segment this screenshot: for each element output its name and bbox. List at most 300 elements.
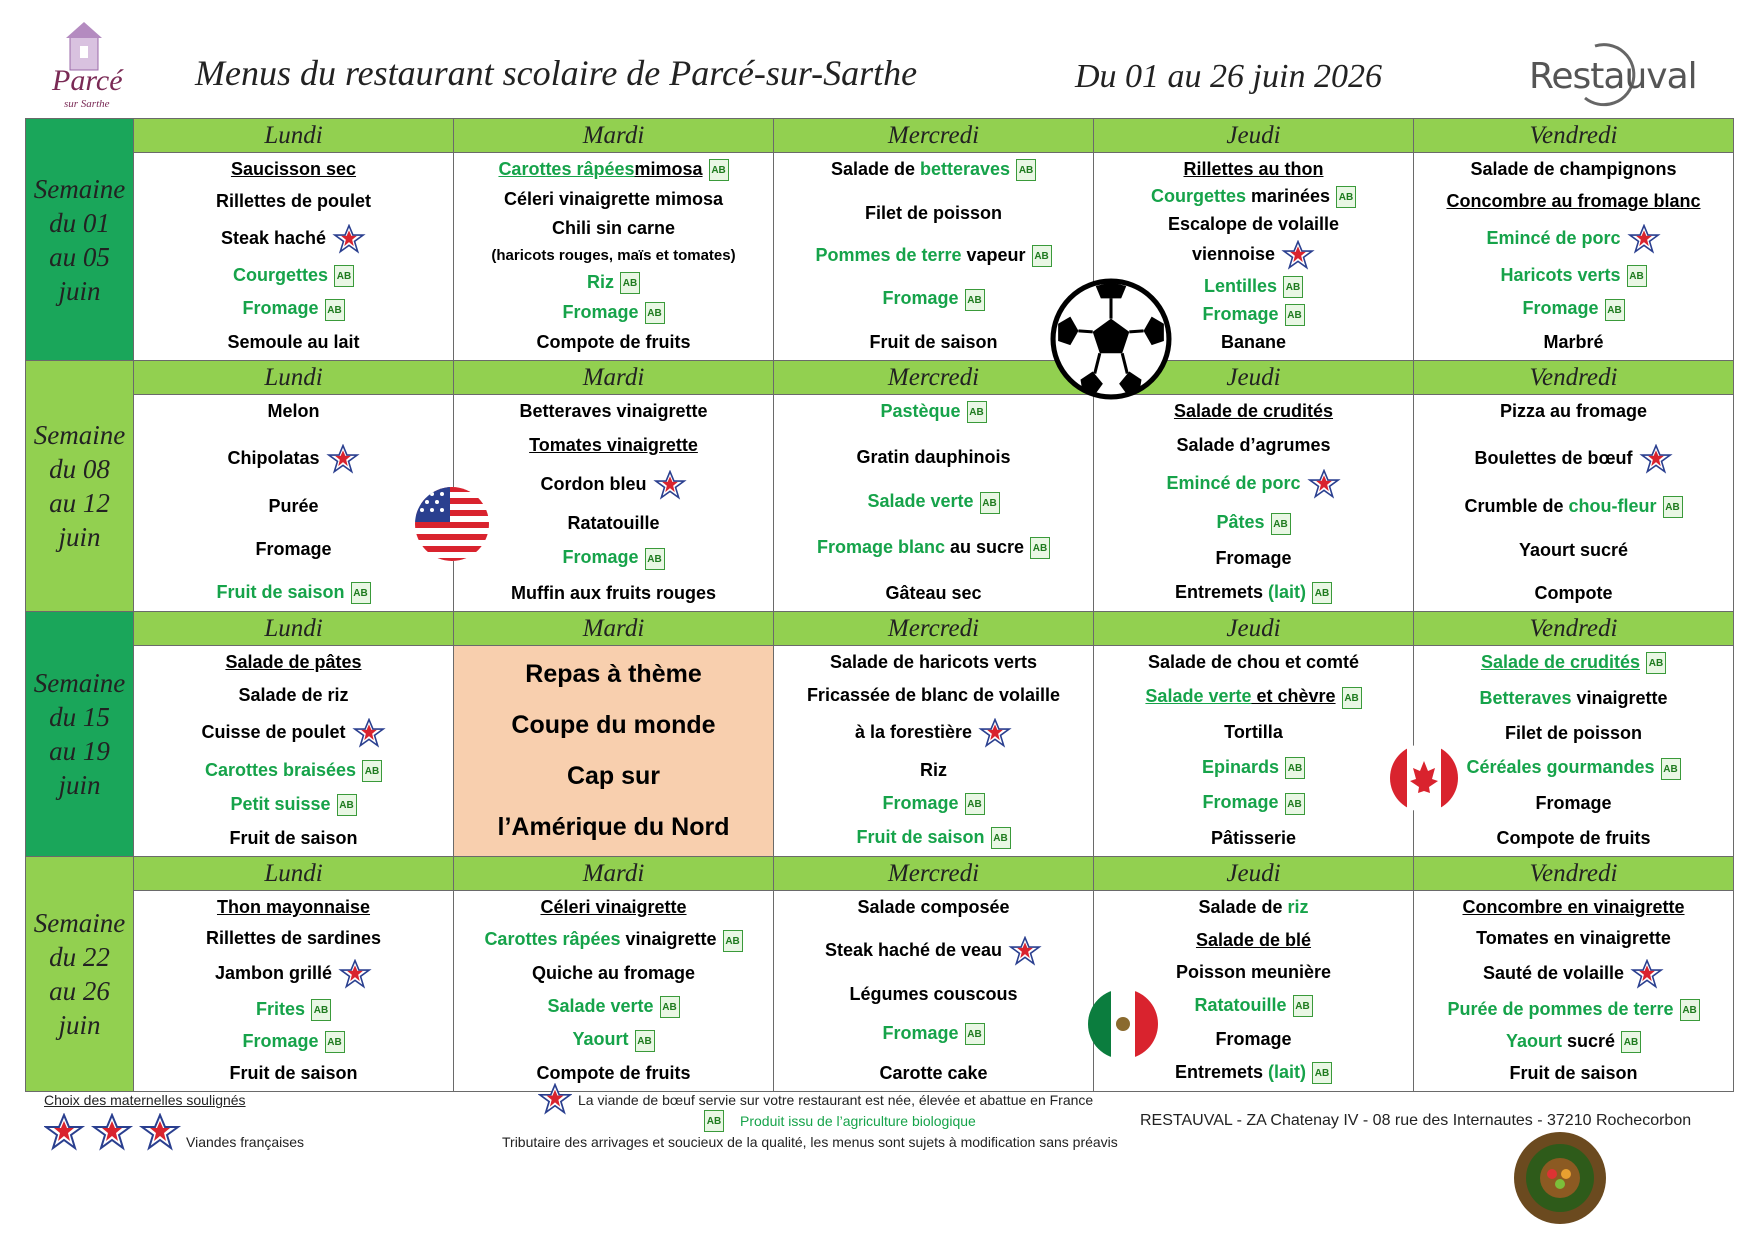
usa-flag-icon bbox=[414, 486, 490, 562]
menu-item bbox=[536, 1063, 690, 1084]
menu-item-text: Carottes râpées bbox=[484, 929, 621, 950]
viande-francaise-star-icon bbox=[653, 470, 687, 500]
bio-logo-icon: AB bbox=[965, 793, 985, 815]
menu-item-text: Compote bbox=[1534, 583, 1613, 603]
menu-item-text: Céréales gourmandes bbox=[1466, 757, 1655, 778]
menu-item-text: Chili sin carne bbox=[551, 218, 676, 238]
menu-item bbox=[879, 1063, 987, 1084]
menu-item-text: Salade verte bbox=[547, 995, 654, 1016]
menu-cell bbox=[454, 153, 774, 361]
menu-item-text: Pizza au fromage bbox=[1499, 401, 1648, 421]
menu-item-text: Compote de fruits bbox=[536, 332, 691, 352]
bio-logo-icon: AB bbox=[645, 302, 665, 324]
bio-logo-icon: AB bbox=[1285, 304, 1305, 326]
mexico-flag-icon bbox=[1087, 988, 1159, 1060]
menu-item bbox=[587, 272, 640, 294]
week-label-line: du 22 bbox=[49, 942, 110, 972]
menu-item-text: Cordon bleu bbox=[540, 473, 647, 494]
bio-logo-icon: AB bbox=[709, 159, 729, 181]
menu-item bbox=[504, 189, 723, 210]
menu-item-text: Ratatouille bbox=[1194, 995, 1287, 1016]
menu-item bbox=[225, 652, 361, 673]
viande-francaise-star-icon bbox=[1307, 469, 1341, 499]
menu-item-text: Céleri vinaigrette mimosa bbox=[503, 189, 724, 210]
menu-item bbox=[567, 513, 659, 534]
menu-item-text: au sucre bbox=[944, 537, 1025, 558]
menu-item bbox=[1221, 332, 1286, 353]
menu-item bbox=[1202, 792, 1304, 814]
menu-cell bbox=[774, 153, 1094, 361]
menu-cell bbox=[1094, 646, 1414, 857]
viande-francaise-star-icon bbox=[332, 224, 366, 254]
menu-item bbox=[1215, 1029, 1291, 1050]
menu-item-text: Boulettes de bœuf bbox=[1474, 447, 1633, 468]
menu-item-text: Repas à thème bbox=[525, 660, 702, 688]
parce-logo bbox=[40, 22, 130, 112]
menu-item-text: à la forestière bbox=[854, 721, 973, 742]
viandes-francaises-label: Viandes françaises bbox=[186, 1134, 305, 1150]
menu-item bbox=[1476, 928, 1671, 949]
menu-item bbox=[529, 435, 698, 456]
week-label-line: au 05 bbox=[49, 241, 110, 272]
menu-cell bbox=[454, 395, 774, 612]
bio-logo-icon: AB bbox=[1605, 299, 1625, 321]
menu-item-text: Rillettes au thon bbox=[1183, 159, 1324, 179]
menu-item-text: Crumble de bbox=[1464, 495, 1569, 516]
menu-item-text: Cap sur bbox=[566, 762, 661, 790]
menu-item bbox=[885, 583, 981, 604]
menu-item-text: Yaourt bbox=[1505, 1030, 1562, 1051]
menu-item-text: Cuisse de poulet bbox=[201, 721, 346, 742]
week-label-line: Semaine bbox=[33, 173, 126, 204]
menu-cell bbox=[134, 891, 454, 1092]
menu-cell bbox=[134, 153, 454, 361]
bio-logo-icon: AB bbox=[325, 1031, 345, 1053]
menu-item bbox=[1479, 688, 1667, 709]
week-label-line: Semaine bbox=[33, 908, 126, 938]
menu-item-text: Salade verte bbox=[867, 491, 974, 512]
menu-item bbox=[216, 191, 371, 212]
menu-item bbox=[1202, 757, 1305, 779]
week-label-line: juin bbox=[58, 1010, 101, 1040]
week-label bbox=[26, 119, 134, 361]
menu-item-text: sucré bbox=[1561, 1030, 1616, 1051]
bio-logo-icon: AB bbox=[1621, 1031, 1641, 1053]
menu-item-text: Riz bbox=[587, 271, 614, 292]
menu-item bbox=[1475, 444, 1673, 474]
menu-item bbox=[1509, 1063, 1637, 1084]
bio-logo-icon: AB bbox=[1312, 1062, 1332, 1084]
menu-item bbox=[1176, 435, 1330, 456]
menu-item bbox=[856, 447, 1010, 468]
week-label-line: Semaine bbox=[33, 668, 126, 698]
menu-item bbox=[498, 159, 728, 181]
menu-item-text: Escalope de volaille bbox=[1167, 213, 1340, 234]
menu-item-text: chou-fleur bbox=[1568, 495, 1657, 516]
viande-francaise-star-icon bbox=[326, 444, 360, 474]
menu-item-text: Fruit de saison bbox=[216, 581, 345, 602]
menu-item-text: Fromage bbox=[255, 538, 332, 559]
day-header: Lundi bbox=[134, 361, 454, 395]
maternelles-note: Choix des maternelles soulignés bbox=[44, 1092, 246, 1108]
menu-item-text: Entremets bbox=[1174, 1061, 1269, 1082]
bio-logo-icon: AB bbox=[337, 794, 357, 816]
viande-francaise-star-icon bbox=[1281, 240, 1315, 270]
menu-item bbox=[1168, 214, 1339, 235]
menu-item-text: Fromage bbox=[562, 301, 639, 322]
menu-item bbox=[201, 718, 385, 748]
menu-item-text: Fromage bbox=[562, 547, 639, 568]
menu-item-text: Salade de blé bbox=[1195, 929, 1312, 950]
week-label bbox=[26, 361, 134, 612]
day-header: Jeudi bbox=[1094, 857, 1414, 891]
menu-item bbox=[229, 1063, 357, 1084]
menu-item bbox=[215, 959, 372, 989]
menu-item-text: Jambon grillé bbox=[214, 962, 333, 983]
menu-item-text: Haricots verts bbox=[1500, 264, 1621, 285]
menu-item bbox=[856, 827, 1010, 849]
restauval-logo bbox=[1525, 38, 1697, 118]
menu-item-text: Chipolatas bbox=[227, 447, 320, 468]
menu-cell bbox=[1094, 395, 1414, 612]
menu-item bbox=[221, 224, 366, 254]
menu-item-text: (haricots rouges, maïs et tomates) bbox=[491, 246, 736, 264]
bio-logo-icon: AB bbox=[1336, 186, 1356, 208]
bio-logo-icon: AB bbox=[965, 1023, 985, 1045]
restauval-logo-word: Restauval bbox=[1529, 56, 1697, 97]
bio-logo-icon: AB bbox=[311, 999, 331, 1021]
viande-volaille-star-icon bbox=[142, 1115, 178, 1148]
bio-logo-icon: AB bbox=[1271, 513, 1291, 535]
menu-item-text: Purée de pommes de terre bbox=[1447, 998, 1674, 1019]
bio-logo-icon: AB bbox=[351, 582, 371, 604]
menu-item-text: Salade de crudités bbox=[1173, 401, 1334, 421]
menu-item-text: Salade de crudités bbox=[1480, 652, 1641, 672]
day-header: Mercredi bbox=[774, 857, 1094, 891]
menu-item bbox=[1183, 159, 1323, 180]
menu-item bbox=[242, 1031, 344, 1053]
menu-item-text: vinaigrette bbox=[1571, 687, 1668, 708]
bio-logo-icon: AB bbox=[1285, 757, 1305, 779]
day-header: Mardi bbox=[454, 119, 774, 153]
menu-item-text: Betteraves bbox=[1479, 687, 1572, 708]
menu-item bbox=[552, 218, 675, 239]
menu-item-text: Fricassée de blanc de volaille bbox=[806, 684, 1061, 705]
menu-item-text: Rillettes de poulet bbox=[215, 191, 372, 212]
menu-item-text: vinaigrette bbox=[620, 929, 717, 950]
day-header: Mardi bbox=[454, 612, 774, 646]
week-label-line: juin bbox=[58, 275, 101, 306]
menu-item-text: Emincé de porc bbox=[1486, 227, 1621, 248]
menu-item bbox=[484, 929, 742, 951]
menu-grid bbox=[25, 118, 1734, 1092]
menu-item bbox=[242, 298, 344, 320]
menu-item-text: Gâteau sec bbox=[885, 583, 982, 603]
day-header: Mardi bbox=[454, 361, 774, 395]
menu-item bbox=[541, 470, 687, 500]
menu-item bbox=[572, 1029, 654, 1051]
menu-item-text: et chèvre bbox=[1251, 686, 1336, 707]
menu-item bbox=[1466, 757, 1680, 779]
day-header: Lundi bbox=[134, 857, 454, 891]
menu-item-text: Coupe du monde bbox=[511, 711, 716, 739]
menu-item bbox=[567, 754, 660, 798]
menu-item-text: Salade verte bbox=[1145, 686, 1252, 707]
parce-logo-word: Parcé bbox=[52, 64, 123, 97]
menu-item-text: Courgettes bbox=[1150, 185, 1246, 206]
menu-item bbox=[1216, 512, 1290, 534]
menu-item bbox=[815, 245, 1051, 267]
menu-item-text: Filet de poisson bbox=[864, 202, 1002, 223]
bio-logo-icon: AB bbox=[1312, 582, 1332, 604]
menu-item bbox=[227, 444, 359, 474]
menu-item bbox=[547, 996, 679, 1018]
menu-item bbox=[1505, 723, 1642, 744]
theme-cell bbox=[454, 646, 774, 857]
menu-item bbox=[867, 491, 999, 513]
menu-item bbox=[1483, 959, 1664, 989]
menu-item-text: Concombre au fromage blanc bbox=[1446, 191, 1701, 212]
bio-logo-icon: AB bbox=[635, 1030, 655, 1052]
menu-cell bbox=[1414, 891, 1734, 1092]
day-header: Jeudi bbox=[1094, 612, 1414, 646]
menu-item-text: Entremets bbox=[1174, 581, 1269, 602]
menu-item bbox=[1224, 722, 1283, 743]
menu-item bbox=[807, 685, 1060, 706]
menu-item-text: Pommes de terre bbox=[815, 244, 962, 265]
menu-item-text: Salade de chou et comté bbox=[1147, 652, 1360, 672]
menu-item bbox=[268, 401, 320, 422]
viande-francaise-star-icon bbox=[1630, 959, 1664, 989]
menu-item-text: vapeur bbox=[961, 244, 1026, 265]
bio-logo-icon: AB bbox=[334, 265, 354, 287]
menu-item bbox=[882, 1023, 984, 1045]
menu-item-text: Semoule au lait bbox=[227, 331, 360, 352]
menu-item-text: Fromage bbox=[1535, 793, 1612, 814]
menu-item-text: Betteraves vinaigrette bbox=[519, 401, 708, 421]
menu-item bbox=[1211, 828, 1296, 849]
bio-logo-icon: AB bbox=[1646, 652, 1666, 674]
menu-item-text: Fruit de saison bbox=[1509, 1062, 1638, 1083]
week-label-line: juin bbox=[58, 770, 101, 800]
menu-item-text: Tomates vinaigrette bbox=[529, 435, 698, 456]
viande-francaise-star-icon bbox=[352, 718, 386, 748]
menu-item-text: riz bbox=[1287, 897, 1309, 917]
menu-item-text: Epinards bbox=[1201, 756, 1280, 777]
menu-cell bbox=[1414, 395, 1734, 612]
menu-item-text: Fromage bbox=[882, 288, 959, 309]
page-title: Menus du restaurant scolaire de Parcé-sur-Sarthe bbox=[195, 53, 918, 93]
viandes-francaises-logos bbox=[44, 1113, 184, 1153]
menu-item-text: Marbré bbox=[1543, 331, 1604, 352]
menu-item bbox=[1174, 401, 1333, 422]
menu-item bbox=[882, 288, 984, 310]
bio-logo-icon: AB bbox=[980, 492, 1000, 514]
bio-logo-icon: AB bbox=[967, 401, 987, 423]
week-label bbox=[26, 857, 134, 1092]
menu-item bbox=[1506, 1031, 1641, 1053]
menu-item-text: Tortilla bbox=[1224, 722, 1283, 743]
qualite-proximite-seal-icon bbox=[1512, 1130, 1608, 1226]
menu-cell bbox=[774, 646, 1094, 857]
menu-item-text: Riz bbox=[920, 759, 947, 780]
menu-item bbox=[491, 247, 735, 264]
menu-item bbox=[849, 984, 1017, 1005]
menu-item-text: Emincé de porc bbox=[1166, 472, 1301, 493]
menu-item-text: l’Amérique du Nord bbox=[497, 813, 730, 841]
menu-item-text: Poisson meunière bbox=[1175, 962, 1332, 983]
menu-item-text: Steak haché bbox=[220, 227, 327, 248]
menu-item-text: Thon mayonnaise bbox=[216, 897, 371, 917]
menu-item bbox=[1166, 469, 1340, 499]
menu-item-text: Petit suisse bbox=[230, 793, 331, 814]
menu-item-text: Yaourt bbox=[572, 1029, 629, 1050]
day-header: Vendredi bbox=[1414, 361, 1734, 395]
bio-logo-icon: AB bbox=[1680, 999, 1700, 1021]
menu-item-text: Légumes couscous bbox=[849, 983, 1018, 1004]
day-header: Lundi bbox=[134, 612, 454, 646]
menu-item-text: mimosa bbox=[634, 159, 703, 179]
menu-item-text: Fromage bbox=[242, 298, 319, 319]
menu-item bbox=[231, 159, 356, 180]
menu-item-text: Fruit de saison bbox=[229, 827, 358, 848]
viande-francaise-star-icon bbox=[978, 718, 1012, 748]
menu-item bbox=[536, 332, 690, 353]
bio-logo-icon: AB bbox=[965, 289, 985, 311]
menu-item-text: Yaourt sucré bbox=[1518, 540, 1629, 561]
day-header: Mercredi bbox=[774, 612, 1094, 646]
menu-item bbox=[1535, 583, 1613, 604]
bio-logo-icon: AB bbox=[1016, 159, 1036, 181]
bio-logo-icon: AB bbox=[1032, 245, 1052, 267]
menu-item-text: (lait) bbox=[1268, 1061, 1307, 1082]
menu-item bbox=[1543, 332, 1603, 353]
viande-francaise-star-icon bbox=[1639, 444, 1673, 474]
menu-item-text: viennoise bbox=[1191, 244, 1276, 265]
menu-item bbox=[825, 936, 1042, 966]
menu-item-text: betteraves bbox=[919, 159, 1011, 179]
week-label-line: au 19 bbox=[49, 736, 110, 766]
menu-item-text: Fromage bbox=[242, 1030, 319, 1051]
menu-item bbox=[1535, 793, 1611, 814]
menu-item-text: Pastèque bbox=[880, 401, 961, 421]
menu-item-text: Melon bbox=[267, 401, 320, 421]
menu-item bbox=[1486, 224, 1660, 254]
day-header: Jeudi bbox=[1094, 361, 1414, 395]
bio-logo-icon: AB bbox=[620, 272, 640, 294]
menu-item bbox=[1519, 540, 1628, 561]
menu-cell bbox=[1414, 646, 1734, 857]
menu-item-text: Sauté de volaille bbox=[1482, 962, 1625, 983]
menu-item-text: Purée bbox=[268, 495, 319, 516]
menu-item bbox=[1446, 191, 1700, 212]
menu-cell bbox=[774, 891, 1094, 1092]
canada-flag-icon bbox=[1389, 743, 1459, 813]
menu-item bbox=[562, 547, 664, 569]
menu-item-text: Salade composée bbox=[857, 897, 1010, 917]
day-header: Vendredi bbox=[1414, 612, 1734, 646]
menu-item bbox=[830, 652, 1037, 673]
viande-francaise-star-icon bbox=[1627, 224, 1661, 254]
day-header: Vendredi bbox=[1414, 857, 1734, 891]
bio-logo-icon: AB bbox=[660, 996, 680, 1018]
menu-item bbox=[1192, 240, 1315, 270]
menu-item bbox=[1447, 999, 1699, 1021]
menu-item-text: Salade de champignons bbox=[1470, 159, 1677, 179]
menu-item-text: Salade de bbox=[1198, 897, 1288, 917]
menu-item-text: Lentilles bbox=[1203, 276, 1278, 297]
week-label-line: du 01 bbox=[49, 207, 110, 238]
menu-item-text: Frites bbox=[255, 998, 306, 1019]
menu-item-text: Banane bbox=[1220, 331, 1287, 352]
menu-item bbox=[256, 999, 331, 1021]
bio-logo-icon: AB bbox=[1285, 793, 1305, 815]
menu-item bbox=[217, 897, 370, 918]
bio-logo-icon: AB bbox=[723, 930, 743, 952]
menu-item-text: marinées bbox=[1245, 185, 1331, 206]
menu-item bbox=[525, 652, 701, 696]
bio-logo-icon: AB bbox=[1342, 687, 1362, 709]
restauval-address: RESTAUVAL - ZA Chatenay IV - 08 rue des Internautes - 37210 Rochecorbon bbox=[1140, 1112, 1692, 1129]
menu-item-text: Fromage blanc bbox=[816, 537, 945, 558]
menu-item-text: Fromage bbox=[1522, 298, 1599, 319]
menu-cell bbox=[774, 395, 1094, 612]
menu-item-text: Fromage bbox=[1215, 1029, 1292, 1049]
day-header: Mercredi bbox=[774, 119, 1094, 153]
menu-item bbox=[1462, 897, 1684, 918]
menu-item-text: Compote de fruits bbox=[1496, 827, 1651, 848]
menu-item bbox=[511, 703, 715, 747]
menu-item bbox=[511, 583, 716, 604]
menu-item bbox=[1470, 159, 1676, 180]
menu-item-text: Rillettes de sardines bbox=[205, 927, 382, 948]
menu-item bbox=[1215, 548, 1291, 569]
menu-item-text: Salade de bbox=[830, 159, 920, 179]
menu-item bbox=[1204, 276, 1303, 298]
menu-item bbox=[498, 805, 730, 849]
bio-logo-icon: AB bbox=[1283, 276, 1303, 298]
menu-item bbox=[233, 265, 354, 287]
menu-item bbox=[255, 539, 331, 560]
viande-porc-star-icon bbox=[94, 1115, 130, 1148]
week-label-line: au 12 bbox=[49, 488, 110, 518]
week-label-line: au 26 bbox=[49, 976, 110, 1006]
menu-item-text: Fruit de saison bbox=[869, 332, 998, 352]
menu-item-text: Gratin dauphinois bbox=[856, 446, 1011, 467]
menu-item-text: Ratatouille bbox=[567, 513, 660, 534]
bio-logo-icon: AB bbox=[704, 1110, 724, 1132]
menu-item bbox=[1522, 298, 1624, 320]
menu-item bbox=[1194, 995, 1312, 1017]
menu-item bbox=[880, 401, 986, 423]
bio-logo-icon: AB bbox=[1661, 758, 1681, 780]
viande-boeuf-star-icon bbox=[46, 1115, 82, 1148]
menu-item bbox=[227, 332, 359, 353]
menu-item bbox=[562, 302, 664, 324]
menu-item bbox=[206, 928, 381, 949]
date-range: Du 01 au 26 juin 2026 bbox=[1075, 58, 1382, 95]
menu-item bbox=[229, 828, 357, 849]
menu-item bbox=[869, 332, 997, 353]
menu-item-text: Compote de fruits bbox=[536, 1062, 691, 1083]
menu-item bbox=[1175, 1062, 1332, 1084]
menu-item-text: Pâtisserie bbox=[1210, 827, 1297, 848]
menu-item bbox=[1481, 652, 1666, 674]
menu-item-text: Fruit de saison bbox=[856, 826, 985, 847]
menu-cell bbox=[1414, 153, 1734, 361]
menu-item bbox=[855, 718, 1012, 748]
menu-item-text: Fromage bbox=[1202, 304, 1279, 325]
